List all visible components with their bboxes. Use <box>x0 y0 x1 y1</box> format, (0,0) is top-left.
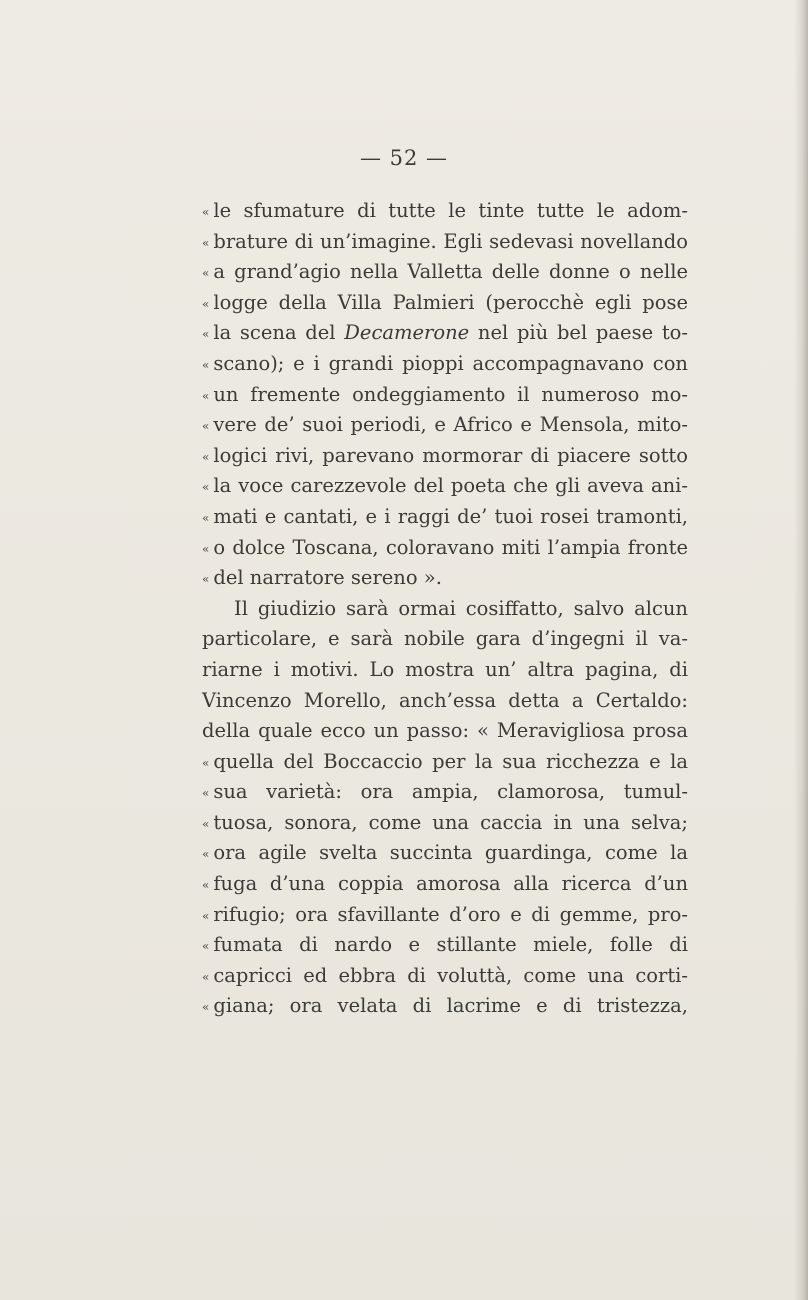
italic-title: Decamerone <box>344 321 470 345</box>
quote-mark: « <box>202 480 210 495</box>
quote-mark: « <box>202 1000 210 1015</box>
line-text: quella del Boccaccio per la sua ricchezza e la <box>213 749 688 773</box>
text-line <box>202 838 688 869</box>
line-text: brature di un’imagine. Egli sedevasi novellando <box>213 229 688 253</box>
text-line <box>202 502 688 533</box>
line-text: Vincenzo Morello, anch’essa detta a Certaldo: <box>202 688 688 712</box>
line-text: le sfumature di tutte le tinte tutte le adom- <box>213 199 688 222</box>
line-text: riarne i motivi. Lo mostra un’ altra pagina, di <box>202 657 688 681</box>
text-line <box>202 380 688 411</box>
text-line <box>202 991 688 1022</box>
text-line <box>202 716 688 747</box>
text-line <box>202 961 688 992</box>
line-text: rifugio; ora sfavillante d’oro e di gemme, pro- <box>213 902 688 926</box>
quote-mark: « <box>202 847 210 862</box>
text-line <box>202 808 688 839</box>
quote-mark: « <box>202 449 210 464</box>
line-text: nel più bel paese to- <box>469 321 688 345</box>
line-text: a grand’agio nella Valletta delle donne o nelle <box>213 260 688 284</box>
line-text: scano); e i grandi pioppi accompagnavano con <box>213 351 688 375</box>
quote-mark: « <box>202 327 210 342</box>
quote-mark: « <box>202 510 210 525</box>
line-text: della quale ecco un passo: « Meravigliosa prosa <box>202 719 688 743</box>
text-line <box>202 900 688 931</box>
quote-mark: « <box>202 541 210 556</box>
quote-mark: « <box>202 969 210 984</box>
text-line <box>202 624 688 655</box>
line-text: fumata di nardo e stillante miele, folle di <box>213 933 688 957</box>
quote-mark: « <box>202 235 210 250</box>
line-text: logge della Villa Palmieri (perocchè egli pose <box>213 290 688 314</box>
text-line <box>202 686 688 717</box>
text-line <box>202 655 688 686</box>
line-text: capricci ed ebbra di voluttà, come una corti- <box>213 963 688 987</box>
line-text: giana; ora velata di lacrime e di tristezza, <box>213 994 688 1018</box>
quote-mark: « <box>202 878 210 893</box>
line-text: vere de’ suoi periodi, e Africo e Mensola, mito- <box>213 413 688 437</box>
text-line <box>202 747 688 778</box>
line-text: la voce carezzevole del poeta che gli aveva ani- <box>213 474 688 498</box>
line-text: fuga d’una coppia amorosa alla ricerca d’un <box>213 872 688 896</box>
line-text: particolare, e sarà nobile gara d’ingegni il va- <box>202 627 688 651</box>
quote-mark: « <box>202 816 210 831</box>
page-edge-shadow <box>794 0 808 1300</box>
line-text: ora agile svelta succinta guardinga, come la <box>213 841 688 865</box>
text-line <box>202 196 688 227</box>
text-line <box>202 533 688 564</box>
line-text: tuosa, sonora, come una caccia in una selva; <box>213 810 688 834</box>
quote-mark: « <box>202 786 210 801</box>
text-line <box>202 227 688 258</box>
text-line <box>202 563 688 594</box>
text-line <box>202 349 688 380</box>
quote-mark: « <box>202 419 210 434</box>
quote-mark: « <box>202 908 210 923</box>
body-text <box>202 196 688 1022</box>
line-text: del narratore sereno ». <box>213 566 442 590</box>
text-line <box>202 930 688 961</box>
text-line <box>202 257 688 288</box>
quote-mark: « <box>202 266 210 281</box>
text-line <box>202 288 688 319</box>
text-line <box>202 441 688 472</box>
line-text: la scena del <box>213 321 345 345</box>
line-text: Il giudizio sarà ormai cosiffatto, salvo alcun <box>234 596 688 620</box>
quote-mark: « <box>202 357 210 372</box>
page-number: — 52 — <box>359 146 449 170</box>
text-line <box>202 318 688 349</box>
text-line <box>202 869 688 900</box>
quote-mark: « <box>202 388 210 403</box>
line-text: un fremente ondeggiamento il numeroso mo- <box>213 382 688 406</box>
quote-mark: « <box>202 939 210 954</box>
quote-mark: « <box>202 572 210 587</box>
quote-mark: « <box>202 755 210 770</box>
quote-mark: « <box>202 205 210 219</box>
line-text: logici rivi, parevano mormorar di piacere sotto <box>213 443 688 467</box>
text-line <box>202 594 688 625</box>
text-line <box>202 777 688 808</box>
text-line <box>202 410 688 441</box>
quote-mark: « <box>202 296 210 311</box>
text-line <box>202 471 688 502</box>
line-text: o dolce Toscana, coloravano miti l’ampia fronte <box>213 535 688 559</box>
line-text: sua varietà: ora ampia, clamorosa, tumul- <box>213 780 688 804</box>
line-text: mati e cantati, e i raggi de’ tuoi rosei tramonti, <box>213 504 688 528</box>
